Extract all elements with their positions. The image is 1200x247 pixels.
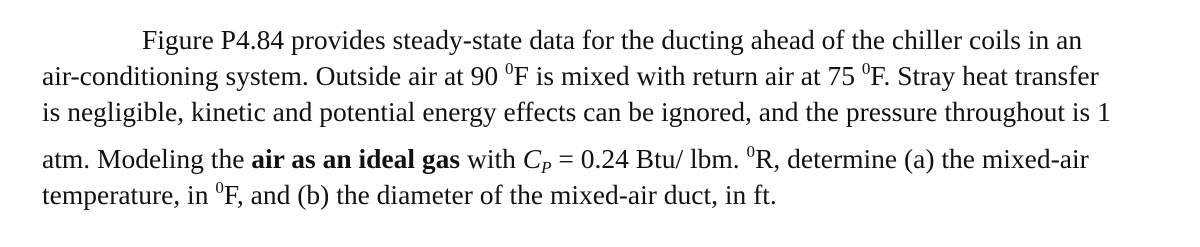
cp-letter: C — [522, 143, 542, 174]
text-segment: = 0.24 Btu/ lbm. — [551, 143, 747, 174]
text-segment: atm. Modeling the — [42, 143, 252, 174]
problem-line-4 — [42, 141, 1172, 177]
text-segment: temperature, in — [42, 179, 216, 210]
cp-subscript: P — [541, 158, 552, 178]
degree-symbol: 0 — [746, 141, 756, 161]
problem-line-1: Figure P4.84 provides steady-state data for the ducting ahead of the chiller coils in an — [142, 24, 1083, 55]
specific-heat-symbol — [522, 143, 552, 178]
text-segment: F. Stray heat transfer — [870, 60, 1099, 91]
degree-symbol: 0 — [505, 58, 514, 78]
text-segment: air-conditioning system. Outside air at 90 — [42, 60, 506, 91]
text-segment: with — [460, 143, 523, 174]
degree-symbol: 0 — [861, 58, 871, 78]
problem-line-2 — [42, 58, 1172, 94]
text-segment: F is mixed with return air at 75 — [513, 60, 862, 91]
text-segment: R, determine (a) the mixed-air — [755, 143, 1089, 174]
bold-phrase: air as an ideal gas — [251, 143, 461, 174]
problem-line-3: is negligible, kinetic and potential energy effects can be ignored, and the pressure throughout is 1 — [42, 96, 1111, 127]
problem-line-5 — [42, 177, 1172, 213]
degree-symbol: 0 — [215, 177, 224, 197]
text-segment: F, and (b) the diameter of the mixed-air duct, in ft. — [223, 179, 777, 210]
problem-statement — [42, 22, 1172, 213]
